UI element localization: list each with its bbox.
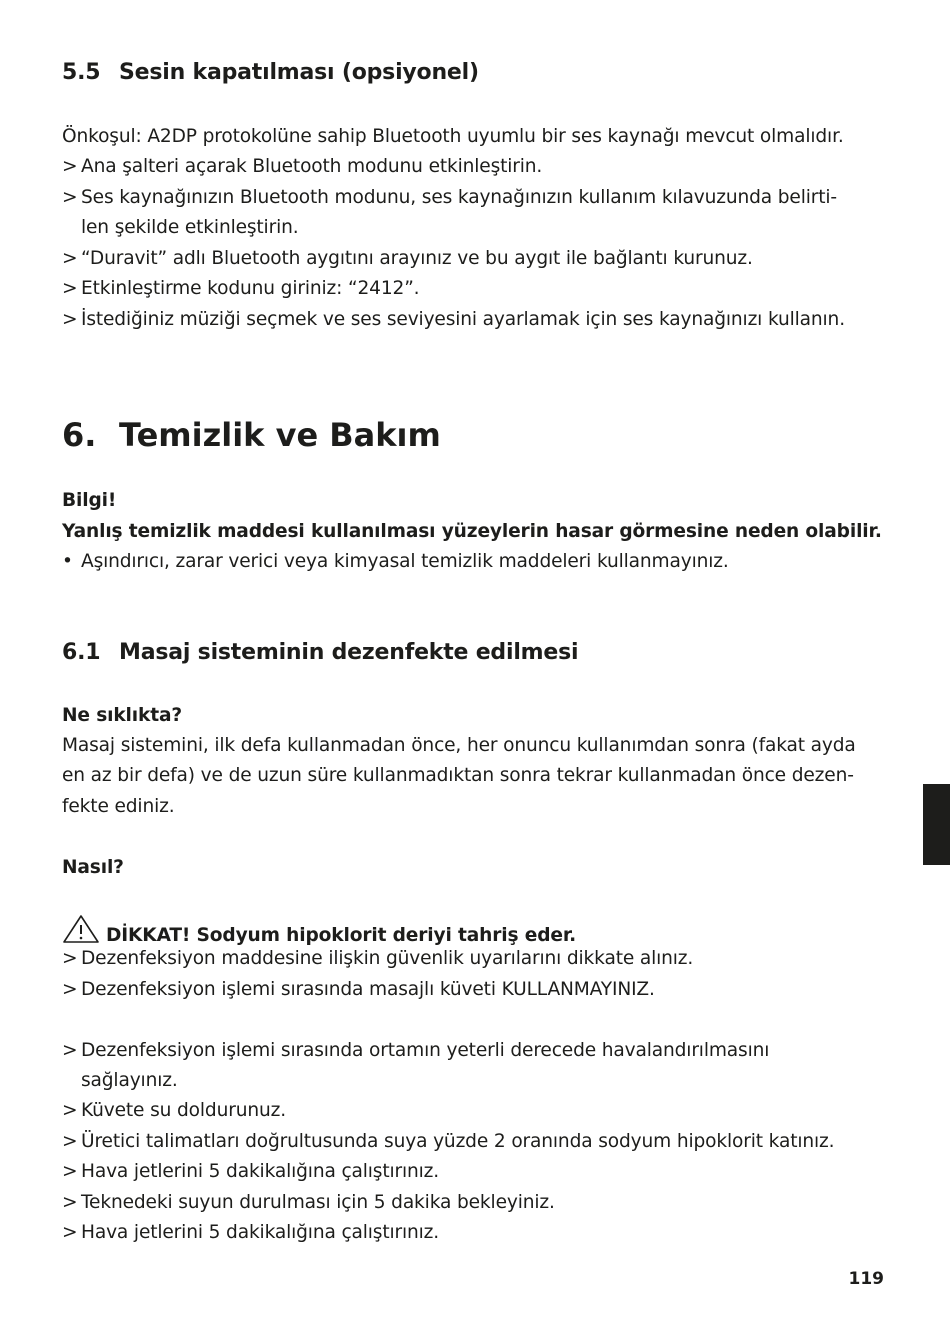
info-text: Yanlış temizlik maddesi kullanılması yüzeylerin hasar görmesine neden olabilir. <box>62 521 882 542</box>
list-item: > İstediğiniz müziği seçmek ve ses seviyesini ayarlamak için ses kaynağınızı kullanın. <box>62 309 845 330</box>
warning-list-item: > Dezenfeksiyon maddesine ilişkin güvenlik uyarılarını dikkate alınız. <box>62 948 694 969</box>
section-title: Masaj sisteminin dezenfekte edilmesi <box>119 640 579 665</box>
info-label: Bilgi! <box>62 490 117 511</box>
list-item: > Teknedeki suyun durulması için 5 dakika bekleyiniz. <box>62 1192 555 1213</box>
bullet-item: • Aşındırıcı, zarar verici veya kimyasal temizlik maddeleri kullanmayınız. <box>62 551 729 572</box>
section-6-heading <box>62 416 441 454</box>
warning-list-item: > Dezenfeksiyon işlemi sırasında masajlı küveti KULLANMAYINIZ. <box>62 979 655 1000</box>
list-item-continuation: sağlayınız. <box>81 1070 178 1091</box>
list-item: > “Duravit” adlı Bluetooth aygıtını arayınız ve bu aygıt ile bağlantı kurunuz. <box>62 248 753 269</box>
frequency-line: en az bir defa) ve de uzun süre kullanmadıktan sonra tekrar kullanmadan önce dezen- <box>62 765 854 786</box>
section-number: 5.5 <box>62 60 101 85</box>
warning-text: DİKKAT! Sodyum hipoklorit deriyi tahriş eder. <box>106 925 577 946</box>
section-number: 6. <box>62 416 97 454</box>
list-item: > Hava jetlerini 5 dakikalığına çalıştırınız. <box>62 1222 440 1243</box>
list-item: > Dezenfeksiyon işlemi sırasında ortamın yeterli derecede havalandırılmasını <box>62 1040 770 1061</box>
list-item: > Ana şalteri açarak Bluetooth modunu etkinleştirin. <box>62 156 543 177</box>
list-item: > Küvete su doldurunuz. <box>62 1100 286 1121</box>
list-item: > Etkinleştirme kodunu giriniz: “2412”. <box>62 278 420 299</box>
section-5-5-heading <box>62 60 479 85</box>
section-title: Sesin kapatılması (opsiyonel) <box>119 60 479 85</box>
list-item: > Üretici talimatları doğrultusunda suya yüzde 2 oranında sodyum hipoklorit katınız. <box>62 1131 835 1152</box>
list-item: > Hava jetlerini 5 dakikalığına çalıştırınız. <box>62 1161 440 1182</box>
chapter-thumb-tab <box>923 784 950 865</box>
how-label: Nasıl? <box>62 857 124 878</box>
section-6-1-heading <box>62 640 578 665</box>
frequency-line: fekte ediniz. <box>62 796 175 817</box>
frequency-line: Masaj sistemini, ilk defa kullanmadan önce, her onuncu kullanımdan sonra (fakat ayda <box>62 735 856 756</box>
section-title: Temizlik ve Bakım <box>119 416 441 454</box>
list-item-continuation: len şekilde etkinleştirin. <box>81 217 299 238</box>
prerequisite-text: Önkoşul: A2DP protokolüne sahip Bluetooth uyumlu bir ses kaynağı mevcut olmalıdır. <box>62 126 844 147</box>
section-number: 6.1 <box>62 640 101 665</box>
page-number: 119 <box>848 1269 884 1289</box>
list-item: > Ses kaynağınızın Bluetooth modunu, ses kaynağınızın kullanım kılavuzunda belirti- <box>62 187 837 208</box>
frequency-label: Ne sıklıkta? <box>62 705 182 726</box>
